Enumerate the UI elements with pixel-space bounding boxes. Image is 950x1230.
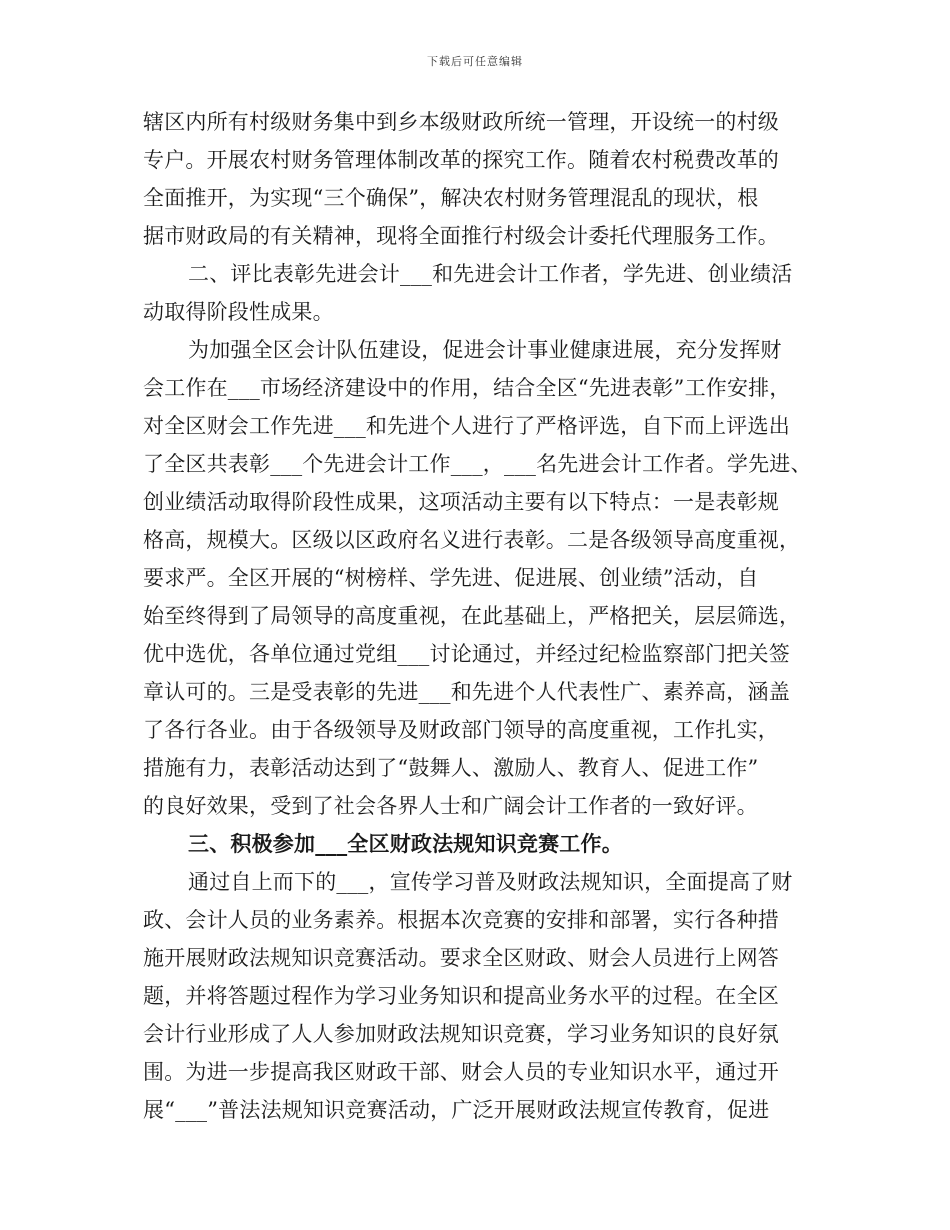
section-heading-line: 动取得阶段性成果。 [143, 300, 334, 324]
paragraph-line: 题，并将答题过程作为学习业务知识和提高业务水平的过程。在全区 [143, 984, 779, 1008]
paragraph-line: 施开展财政法规知识竞赛活动。要求全区财政、财会人员进行上网答 [143, 946, 779, 970]
paragraph-line: 对全区财会工作先进___和先进个人进行了严格评选，自下而上评选出 [143, 414, 790, 438]
paragraph-line: 为加强全区会计队伍建设，促进会计事业健康进展，充分发挥财 [188, 338, 782, 362]
paragraph-line: 据市财政局的有关精神，现将全面推行村级会计委托代理服务工作。 [143, 224, 779, 248]
paragraph-line: 辖区内所有村级财务集中到乡本级财政所统一管理，开设统一的村级 [143, 110, 779, 134]
section-heading-bold: 三、积极参加___全区财政法规知识竞赛工作。 [188, 831, 623, 856]
paragraph-line: 通过自上而下的___，宣传学习普及财政法规知识，全面提高了财 [188, 870, 793, 894]
paragraph-line: 格高，规模大。区级以区政府名义进行表彰。二是各级领导高度重视， [143, 528, 801, 552]
page-header: 下载后可任意编辑 [427, 55, 523, 68]
paragraph-line: 专户。开展农村财务管理体制改革的探究工作。随着农村税费改革的 [143, 148, 779, 172]
section-heading-line: 二、评比表彰先进会计___和先进会计工作者，学先进、创业绩活 [188, 262, 793, 286]
paragraph-line: 了各行各业。由于各级领导及财政部门领导的高度重视，工作扎实， [143, 718, 779, 742]
paragraph-line: 会计行业形成了人人参加财政法规知识竞赛，学习业务知识的良好氛 [143, 1022, 779, 1046]
paragraph-line: 优中选优，各单位通过党组___讨论通过，并经过纪检监察部门把关签 [143, 642, 790, 666]
paragraph-line: 展“___”普法法规知识竞赛活动，广泛开展财政法规宣传教育，促进 [143, 1098, 770, 1122]
paragraph-line: 始至终得到了局领导的高度重视，在此基础上，严格把关，层层筛选， [143, 604, 801, 628]
paragraph-line: 要求严。全区开展的“树榜样、学先进、促进展、创业绩”活动，自 [143, 566, 759, 590]
paragraph-line: 措施有力，表彰活动达到了“鼓舞人、激励人、教育人、促进工作” [143, 756, 759, 780]
paragraph-line: 了全区共表彰___个先进会计工作___，___名先进会计工作者。学先进、 [143, 452, 812, 476]
paragraph-line: 会工作在___市场经济建设中的作用，结合全区“先进表彰”工作安排， [143, 376, 791, 400]
paragraph-line: 章认可的。三是受表彰的先进___和先进个人代表性广、素养高，涵盖 [143, 680, 790, 704]
paragraph-line: 围。为进一步提高我区财政干部、财会人员的专业知识水平，通过开 [143, 1060, 779, 1084]
paragraph-line: 的良好效果，受到了社会各界人士和广阔会计工作者的一致好评。 [143, 794, 758, 818]
paragraph-line: 政、会计人员的业务素养。根据本次竞赛的安排和部署，实行各种措 [143, 908, 779, 932]
paragraph-line: 创业绩活动取得阶段性成果，这项活动主要有以下特点：一是表彰规 [143, 490, 779, 514]
paragraph-line: 全面推开，为实现“三个确保”，解决农村财务管理混乱的现状，根 [143, 186, 759, 210]
